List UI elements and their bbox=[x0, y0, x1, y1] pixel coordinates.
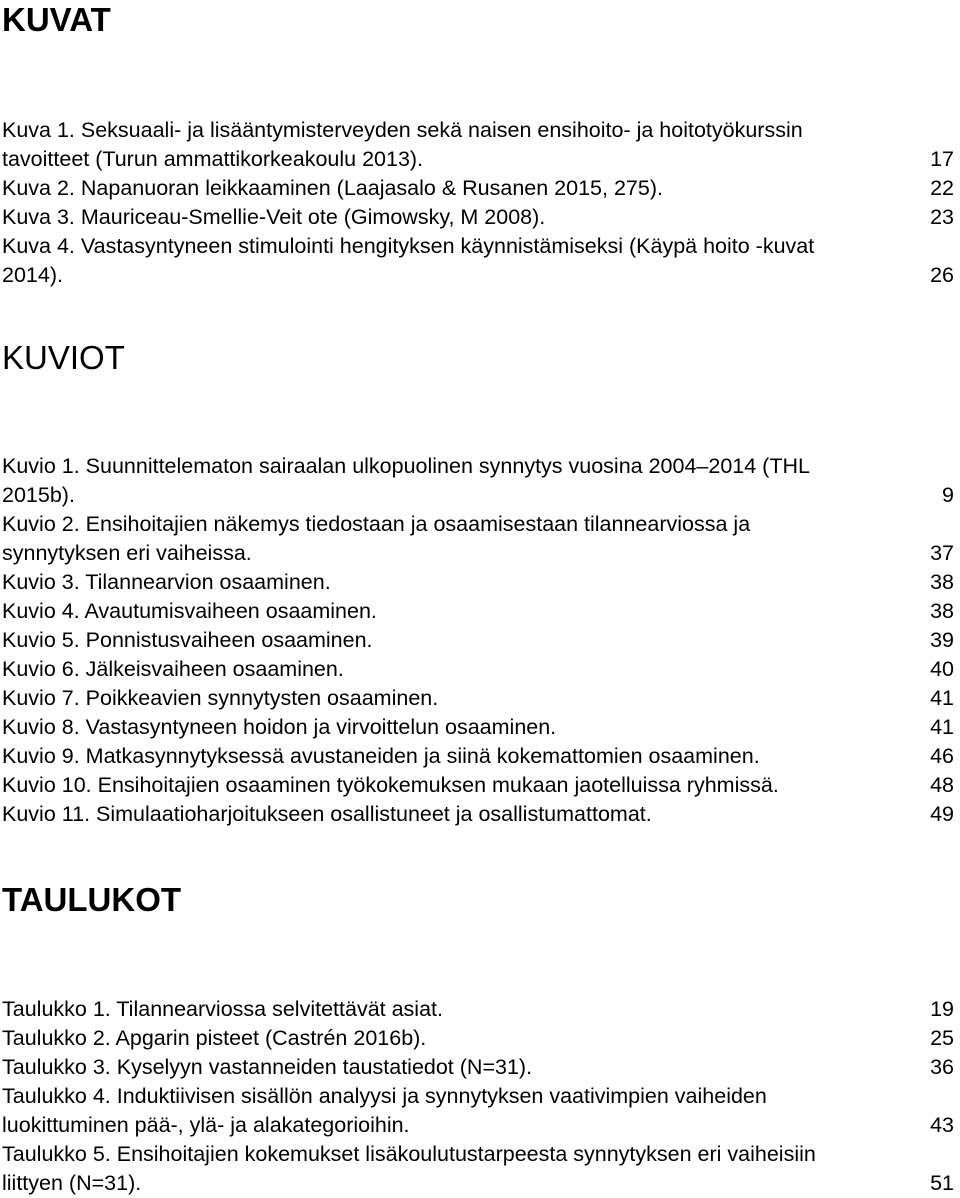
list-taulukot bbox=[2, 995, 954, 1198]
list-item-line bbox=[2, 626, 954, 655]
list-item-line bbox=[2, 800, 954, 829]
list-item-line bbox=[2, 232, 954, 261]
list-item-title: Kuva 4. Vastasyntyneen stimulointi hengityksen käynnistämiseksi (Käypä hoito -kuvat bbox=[2, 234, 815, 258]
page-number: 17 bbox=[930, 147, 954, 171]
list-item-title: Taulukko 2. Apgarin pisteet (Castrén 2016b). bbox=[2, 1026, 427, 1050]
list-item bbox=[2, 655, 954, 684]
list-item-title: Taulukko 5. Ensihoitajien kokemukset lisäkoulutustarpeesta synnytyksen eri vaiheisiin bbox=[2, 1142, 816, 1166]
list-item bbox=[2, 452, 954, 510]
list-item-line bbox=[2, 597, 954, 626]
page-number: 19 bbox=[930, 997, 954, 1021]
list-item-line bbox=[2, 1111, 954, 1140]
page-number: 46 bbox=[930, 744, 954, 768]
list-item-title: Kuvio 4. Avautumisvaiheen osaaminen. bbox=[2, 599, 377, 623]
list-item-line bbox=[2, 1024, 954, 1053]
heading-kuviot: KUVIOT bbox=[2, 339, 125, 376]
list-item-title: Taulukko 3. Kyselyyn vastanneiden taustatiedot (N=31). bbox=[2, 1055, 533, 1079]
list-item bbox=[2, 232, 954, 290]
list-item bbox=[2, 597, 954, 626]
list-item bbox=[2, 1082, 954, 1140]
list-item bbox=[2, 1053, 954, 1082]
page-number: 36 bbox=[930, 1055, 954, 1079]
list-item-title: Kuva 1. Seksuaali- ja lisääntymisterveyden sekä naisen ensihoito- ja hoitotyökurssin bbox=[2, 118, 803, 142]
list-kuviot bbox=[2, 452, 954, 829]
list-item-title: Kuvio 11. Simulaatioharjoitukseen osallistuneet ja osallistumattomat. bbox=[2, 802, 652, 826]
list-item-title: Kuvio 2. Ensihoitajien näkemys tiedostaan ja osaamisestaan tilannearviossa ja bbox=[2, 512, 751, 536]
list-item bbox=[2, 1140, 954, 1198]
list-item-title: Taulukko 1. Tilannearviossa selvitettävät asiat. bbox=[2, 997, 443, 1021]
list-item bbox=[2, 510, 954, 568]
list-item bbox=[2, 713, 954, 742]
list-item bbox=[2, 626, 954, 655]
list-item-line bbox=[2, 1053, 954, 1082]
list-item bbox=[2, 742, 954, 771]
page-number: 39 bbox=[930, 628, 954, 652]
list-item-title: Kuvio 6. Jälkeisvaiheen osaaminen. bbox=[2, 657, 344, 681]
list-item-title: synnytyksen eri vaiheissa. bbox=[2, 541, 252, 565]
list-kuvat bbox=[2, 116, 954, 290]
page-number: 9 bbox=[942, 483, 954, 507]
list-item-line bbox=[2, 995, 954, 1024]
list-item-line bbox=[2, 684, 954, 713]
list-item-line bbox=[2, 203, 954, 232]
page-number: 48 bbox=[930, 773, 954, 797]
list-item bbox=[2, 203, 954, 232]
page-number: 40 bbox=[930, 657, 954, 681]
page-number: 37 bbox=[930, 541, 954, 565]
list-item-line bbox=[2, 116, 954, 145]
list-item-line bbox=[2, 771, 954, 800]
page-number: 23 bbox=[930, 205, 954, 229]
page-number: 38 bbox=[930, 570, 954, 594]
page-number: 41 bbox=[930, 686, 954, 710]
page-number: 49 bbox=[930, 802, 954, 826]
list-item-line bbox=[2, 145, 954, 174]
page-number: 26 bbox=[930, 263, 954, 287]
list-item bbox=[2, 568, 954, 597]
list-item-title: liittyen (N=31). bbox=[2, 1171, 142, 1195]
list-item-title: Taulukko 4. Induktiivisen sisällön analyysi ja synnytyksen vaativimpien vaiheiden bbox=[2, 1084, 767, 1108]
list-item-title: Kuvio 7. Poikkeavien synnytysten osaaminen. bbox=[2, 686, 439, 710]
list-item bbox=[2, 800, 954, 829]
page-number: 22 bbox=[930, 176, 954, 200]
list-item bbox=[2, 684, 954, 713]
list-item-title: tavoitteet (Turun ammattikorkeakoulu 2013). bbox=[2, 147, 424, 171]
list-item-title: Kuvio 5. Ponnistusvaiheen osaaminen. bbox=[2, 628, 373, 652]
list-item-line bbox=[2, 1082, 954, 1111]
list-item-title: Kuvio 3. Tilannearvion osaaminen. bbox=[2, 570, 331, 594]
list-item-title: Kuvio 8. Vastasyntyneen hoidon ja virvoittelun osaaminen. bbox=[2, 715, 557, 739]
list-item-title: Kuva 2. Napanuoran leikkaaminen (Laajasalo & Rusanen 2015, 275). bbox=[2, 176, 663, 200]
list-item-line bbox=[2, 1140, 954, 1169]
list-item bbox=[2, 116, 954, 174]
page-number: 51 bbox=[930, 1171, 954, 1195]
list-item-line bbox=[2, 568, 954, 597]
list-item-title: 2014). bbox=[2, 263, 63, 287]
list-item-title: Kuvio 10. Ensihoitajien osaaminen työkokemuksen mukaan jaotelluissa ryhmissä. bbox=[2, 773, 779, 797]
list-item-title: Kuvio 1. Suunnittelematon sairaalan ulkopuolinen synnytys vuosina 2004–2014 (THL bbox=[2, 454, 810, 478]
list-item-title: luokittuminen pää-, ylä- ja alakategorioihin. bbox=[2, 1113, 410, 1137]
page-number: 38 bbox=[930, 599, 954, 623]
list-item-line bbox=[2, 1169, 954, 1198]
list-item-line bbox=[2, 261, 954, 290]
page-number: 43 bbox=[930, 1113, 954, 1137]
heading-kuvat: KUVAT bbox=[2, 1, 111, 38]
heading-taulukot: TAULUKOT bbox=[2, 881, 182, 918]
list-item-line bbox=[2, 655, 954, 684]
list-item-title: 2015b). bbox=[2, 483, 75, 507]
list-item-line bbox=[2, 510, 954, 539]
list-item-line bbox=[2, 742, 954, 771]
list-item bbox=[2, 771, 954, 800]
list-item-title: Kuvio 9. Matkasynnytyksessä avustaneiden ja siinä kokemattomien osaaminen. bbox=[2, 744, 760, 768]
list-item-line bbox=[2, 539, 954, 568]
list-item bbox=[2, 174, 954, 203]
list-item bbox=[2, 995, 954, 1024]
list-item-line bbox=[2, 481, 954, 510]
list-item bbox=[2, 1024, 954, 1053]
page-number: 25 bbox=[930, 1026, 954, 1050]
list-item-title: Kuva 3. Mauriceau-Smellie-Veit ote (Gimowsky, M 2008). bbox=[2, 205, 546, 229]
list-item-line bbox=[2, 174, 954, 203]
list-item-line bbox=[2, 713, 954, 742]
list-item-line bbox=[2, 452, 954, 481]
page-number: 41 bbox=[930, 715, 954, 739]
